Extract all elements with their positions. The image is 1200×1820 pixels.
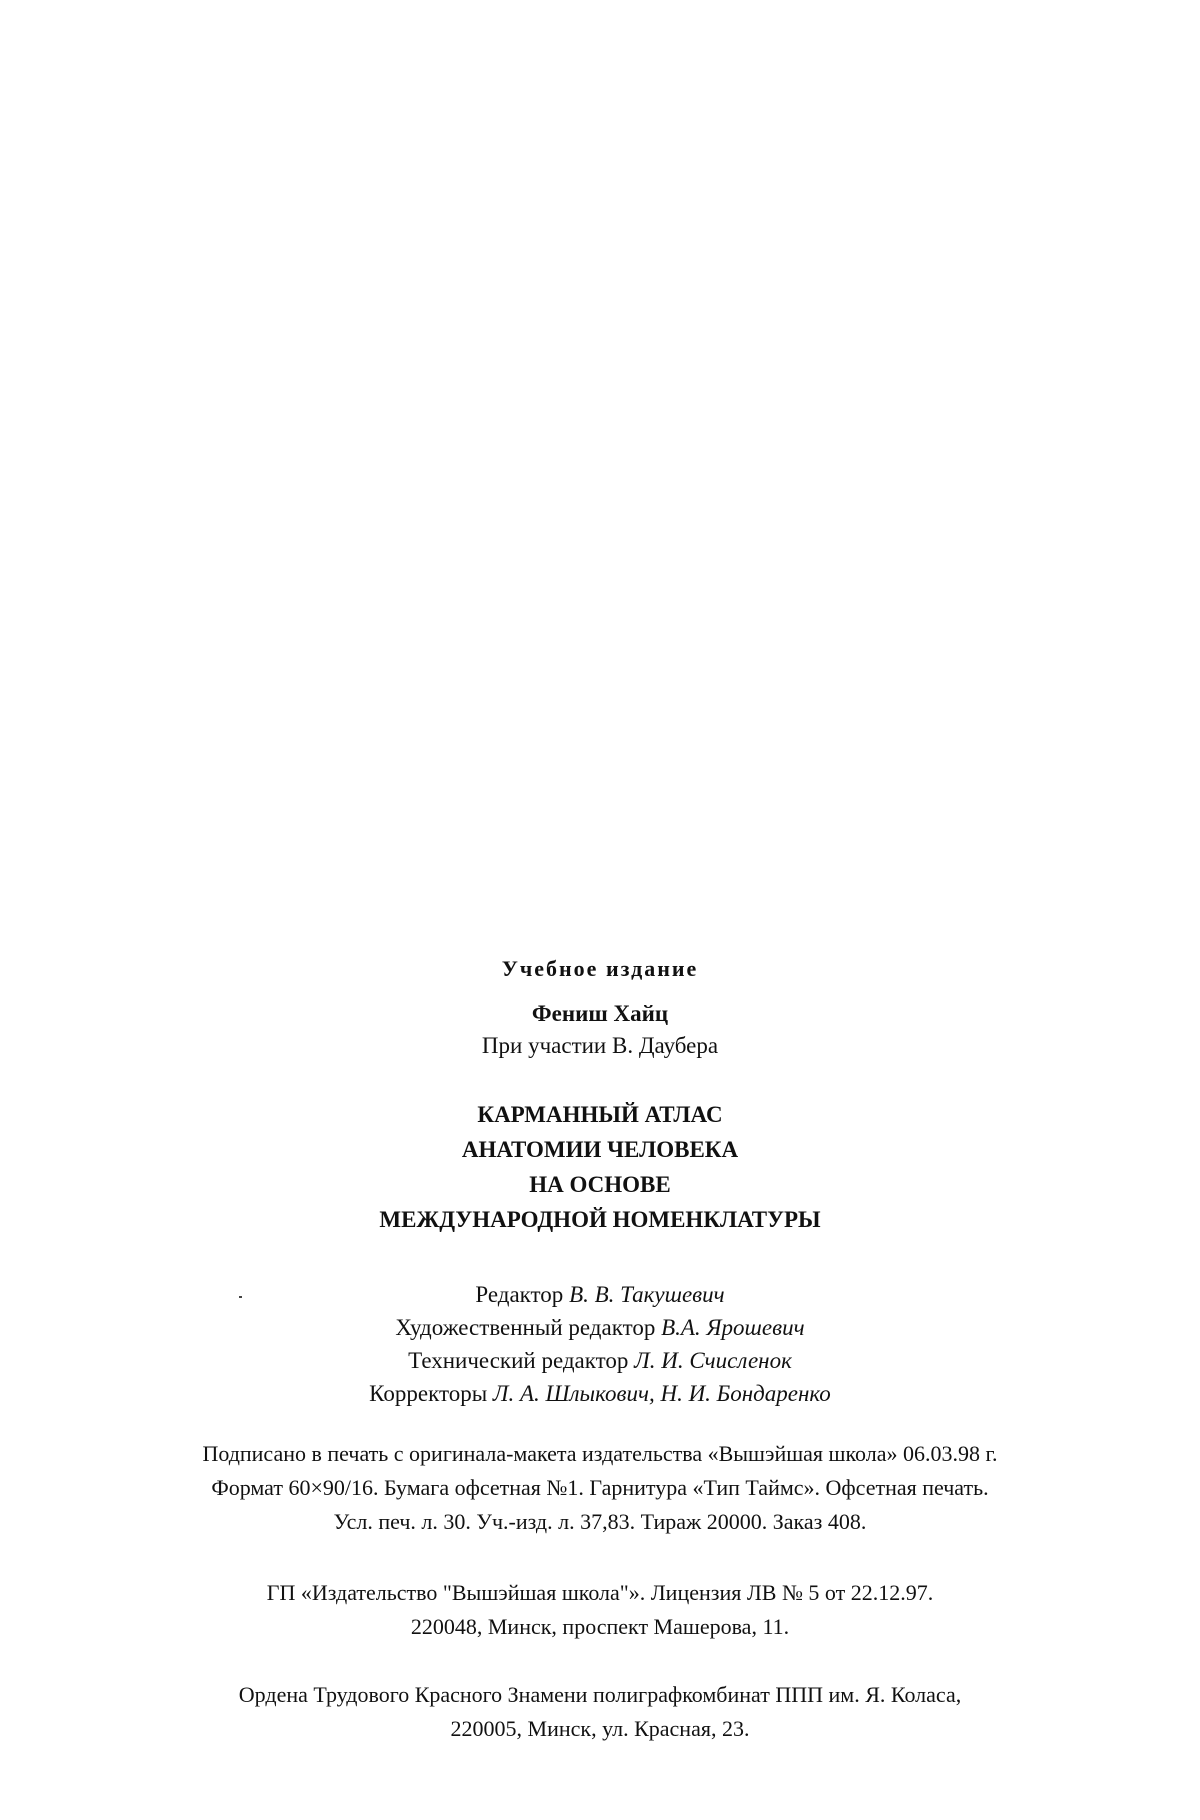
editor-role: Корректоры bbox=[369, 1381, 488, 1406]
book-title-line: МЕЖДУНАРОДНОЙ НОМЕНКЛАТУРЫ bbox=[379, 1207, 821, 1232]
proofreaders-credit bbox=[0, 1377, 1200, 1410]
art-editor-credit bbox=[0, 1311, 1200, 1344]
editor-name: В.А. Ярошевич bbox=[661, 1315, 805, 1340]
author-name: Фениш Хайц bbox=[531, 1001, 669, 1026]
book-title-line: АНАТОМИИ ЧЕЛОВЕКА bbox=[461, 1137, 739, 1162]
imprint-line: Усл. печ. л. 30. Уч.-изд. л. 37,83. Тираж 20000. Заказ 408. bbox=[333, 1509, 867, 1534]
imprint-line: Формат 60×90/16. Бумага офсетная №1. Гарнитура «Тип Таймс». Офсетная печать. bbox=[211, 1475, 989, 1500]
editor-credit bbox=[0, 1278, 1200, 1311]
edition-type-text: Учебное издание bbox=[501, 956, 699, 981]
book-title-line: НА ОСНОВЕ bbox=[529, 1172, 671, 1197]
editor-name: В. В. Такушевич bbox=[569, 1282, 725, 1307]
publisher-line: ГП «Издательство "Вышэйшая школа"». Лицензия ЛВ № 5 от 22.12.97. bbox=[266, 1580, 934, 1605]
printer-info bbox=[0, 1678, 1200, 1746]
editor-role: Художественный редактор bbox=[395, 1315, 656, 1340]
publisher-address: 220048, Минск, проспект Машерова, 11. bbox=[410, 1614, 790, 1639]
publisher-info bbox=[0, 1576, 1200, 1644]
book-title bbox=[0, 1097, 1200, 1237]
editor-role: Технический редактор bbox=[408, 1348, 629, 1373]
coauthor-line: При участии В. Даубера bbox=[481, 1033, 719, 1058]
editor-role: Редактор bbox=[475, 1282, 564, 1307]
imprint-details bbox=[0, 1437, 1200, 1539]
editor-name: Л. И. Счисленок bbox=[634, 1348, 792, 1373]
editors-credits bbox=[0, 1278, 1200, 1410]
imprint-line: Подписано в печать с оригинала-макета издательства «Вышэйшая школа» 06.03.98 г. bbox=[202, 1441, 998, 1466]
book-title-line: КАРМАННЫЙ АТЛАС bbox=[477, 1102, 723, 1127]
author-block bbox=[0, 998, 1200, 1062]
technical-editor-credit bbox=[0, 1344, 1200, 1377]
printer-line: Ордена Трудового Красного Знамени полиграфкомбинат ППП им. Я. Коласа, bbox=[238, 1682, 962, 1707]
editor-name: Л. А. Шлыкович, Н. И. Бондаренко bbox=[492, 1381, 831, 1406]
edition-type bbox=[0, 952, 1200, 985]
printer-address: 220005, Минск, ул. Красная, 23. bbox=[450, 1716, 750, 1741]
